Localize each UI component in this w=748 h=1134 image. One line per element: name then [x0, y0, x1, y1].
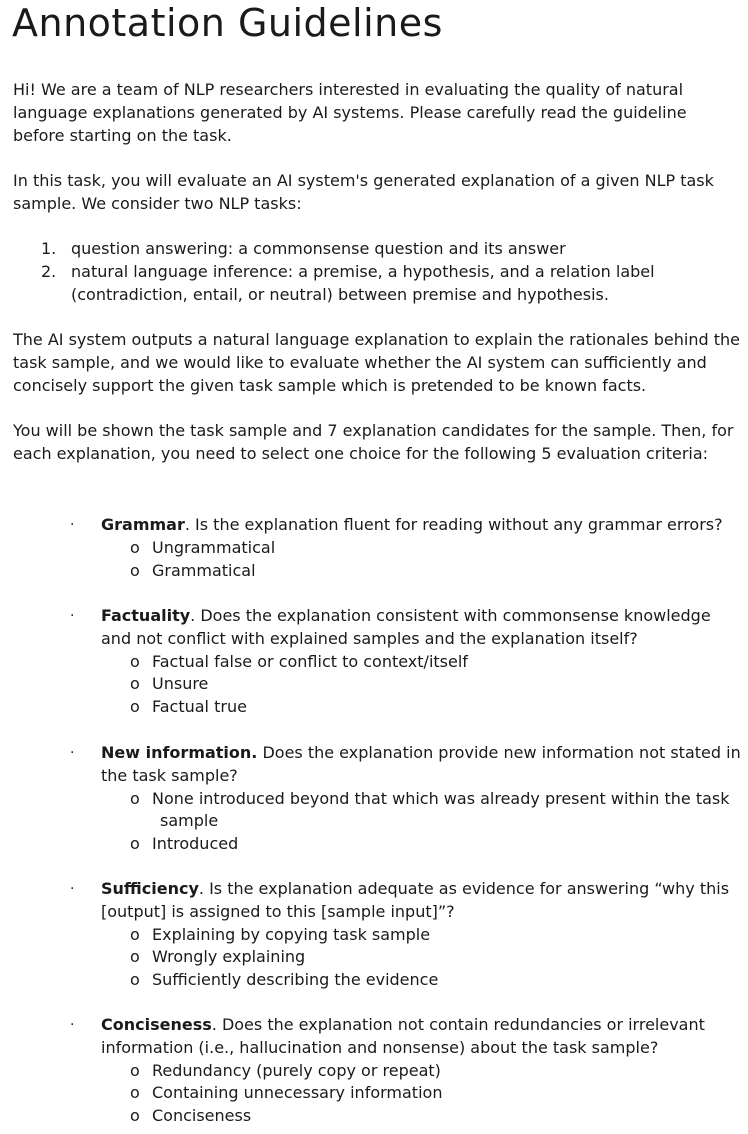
option-bullet-icon: o	[130, 1106, 140, 1126]
shown-paragraph: You will be shown the task sample and 7 explanation candidates for the sample. Then, for each explanation, you need to select one choice for the following 5 evaluation criteria:	[13, 421, 734, 463]
option-item	[0, 696, 748, 719]
option-item	[0, 969, 748, 992]
option-bullet-icon: o	[130, 651, 140, 671]
option-item	[0, 1105, 748, 1128]
intro-paragraph: Hi! We are a team of NLP researchers interested in evaluating the quality of natural language explanations generated by AI systems. Please carefully read the guideline before starting on the task.	[13, 80, 687, 145]
bullet-icon: ·	[70, 608, 75, 624]
list-item-text: question answering: a commonsense question and its answer	[71, 239, 566, 258]
criterion-text: Does the explanation provide new information not stated in the task sample?	[101, 743, 741, 785]
option-list	[0, 651, 748, 719]
list-number: 2.	[41, 261, 57, 281]
option-text: Ungrammatical	[152, 537, 276, 557]
option-bullet-icon: o	[130, 674, 140, 694]
option-item	[0, 537, 748, 560]
criterion-description	[101, 605, 744, 651]
bullet-icon: ·	[70, 517, 75, 533]
option-item	[0, 946, 748, 969]
criterion-description	[101, 514, 744, 537]
task-list	[13, 238, 733, 306]
option-text: Containing unnecessary information	[152, 1083, 443, 1103]
option-bullet-icon: o	[130, 834, 140, 854]
criterion-name: Conciseness	[101, 1015, 212, 1034]
option-bullet-icon: o	[130, 697, 140, 717]
criterion-text: . Is the explanation fluent for reading without any grammar errors?	[184, 515, 723, 534]
bullet-icon: ·	[70, 881, 75, 897]
option-list	[0, 1060, 748, 1128]
criterion-description	[101, 1014, 744, 1060]
option-text: Unsure	[152, 674, 209, 694]
task-intro-paragraph: In this task, you will evaluate an AI system's generated explanation of a given NLP task sample. We consider two NLP tasks:	[13, 171, 714, 213]
option-list	[0, 788, 748, 856]
option-bullet-icon: o	[130, 924, 140, 944]
option-bullet-icon: o	[130, 788, 140, 808]
option-item	[0, 833, 748, 856]
bullet-icon: ·	[70, 745, 75, 761]
option-item	[0, 560, 748, 583]
option-item	[0, 673, 748, 696]
list-item	[13, 261, 733, 307]
criterion-text: . Is the explanation adequate as evidence for answering “why this [output] is assigned to this [sample input]”?	[101, 879, 730, 921]
option-bullet-icon: o	[130, 537, 140, 557]
system-paragraph: The AI system outputs a natural language explanation to explain the rationales behind the task sample, and we would like to evaluate whether the AI system can sufficiently and concisely support the given task sample which is pretended to be known facts.	[13, 330, 740, 395]
criterion-grammar	[0, 514, 748, 582]
list-item-text: natural language inference: a premise, a hypothesis, and a relation label (contradiction, entail, or neutral) between premise and hypothesis.	[71, 261, 655, 304]
option-item	[0, 1082, 748, 1105]
option-item	[0, 788, 748, 834]
criterion-description	[101, 878, 744, 924]
option-bullet-icon: o	[130, 560, 140, 580]
list-number: 1.	[41, 239, 57, 258]
criterion-new-information	[0, 742, 748, 856]
criterion-factuality	[0, 605, 748, 719]
criterion-name: Grammar	[101, 515, 185, 534]
criterion-name: New information.	[101, 743, 258, 762]
bullet-icon: ·	[70, 1017, 75, 1033]
option-item	[0, 924, 748, 947]
option-text: Explaining by copying task sample	[152, 924, 431, 944]
option-text: Conciseness	[152, 1106, 252, 1126]
option-list	[0, 537, 748, 583]
option-item	[0, 651, 748, 674]
option-text: Sufficiently describing the evidence	[152, 970, 439, 990]
option-text: None introduced beyond that which was already present within the task	[152, 788, 730, 808]
option-bullet-icon: o	[130, 947, 140, 967]
criterion-name: Factuality	[101, 606, 191, 625]
option-text: Grammatical	[152, 560, 256, 580]
option-item	[0, 1060, 748, 1083]
option-bullet-icon: o	[130, 1083, 140, 1103]
criterion-text: . Does the explanation not contain redundancies or irrelevant information (i.e., hallucination and nonsense) about the task sample?	[101, 1015, 705, 1057]
page-title: Annotation Guidelines	[12, 1, 443, 45]
option-text: Factual true	[152, 697, 247, 717]
criterion-sufficiency	[0, 878, 748, 992]
option-text-continuation: sample	[160, 811, 219, 831]
criterion-conciseness	[0, 1014, 748, 1128]
criterion-name: Sufficiency	[101, 879, 199, 898]
criterion-description	[101, 742, 744, 788]
criterion-text: . Does the explanation consistent with commonsense knowledge and not conflict with explained samples and the explanation itself?	[101, 606, 711, 648]
option-list	[0, 924, 748, 992]
option-text: Redundancy (purely copy or repeat)	[152, 1060, 441, 1080]
option-bullet-icon: o	[130, 970, 140, 990]
option-text: Factual false or conflict to context/itself	[152, 651, 468, 671]
option-text: Introduced	[152, 834, 239, 854]
option-text: Wrongly explaining	[152, 947, 306, 967]
option-bullet-icon: o	[130, 1060, 140, 1080]
list-item	[13, 238, 733, 261]
